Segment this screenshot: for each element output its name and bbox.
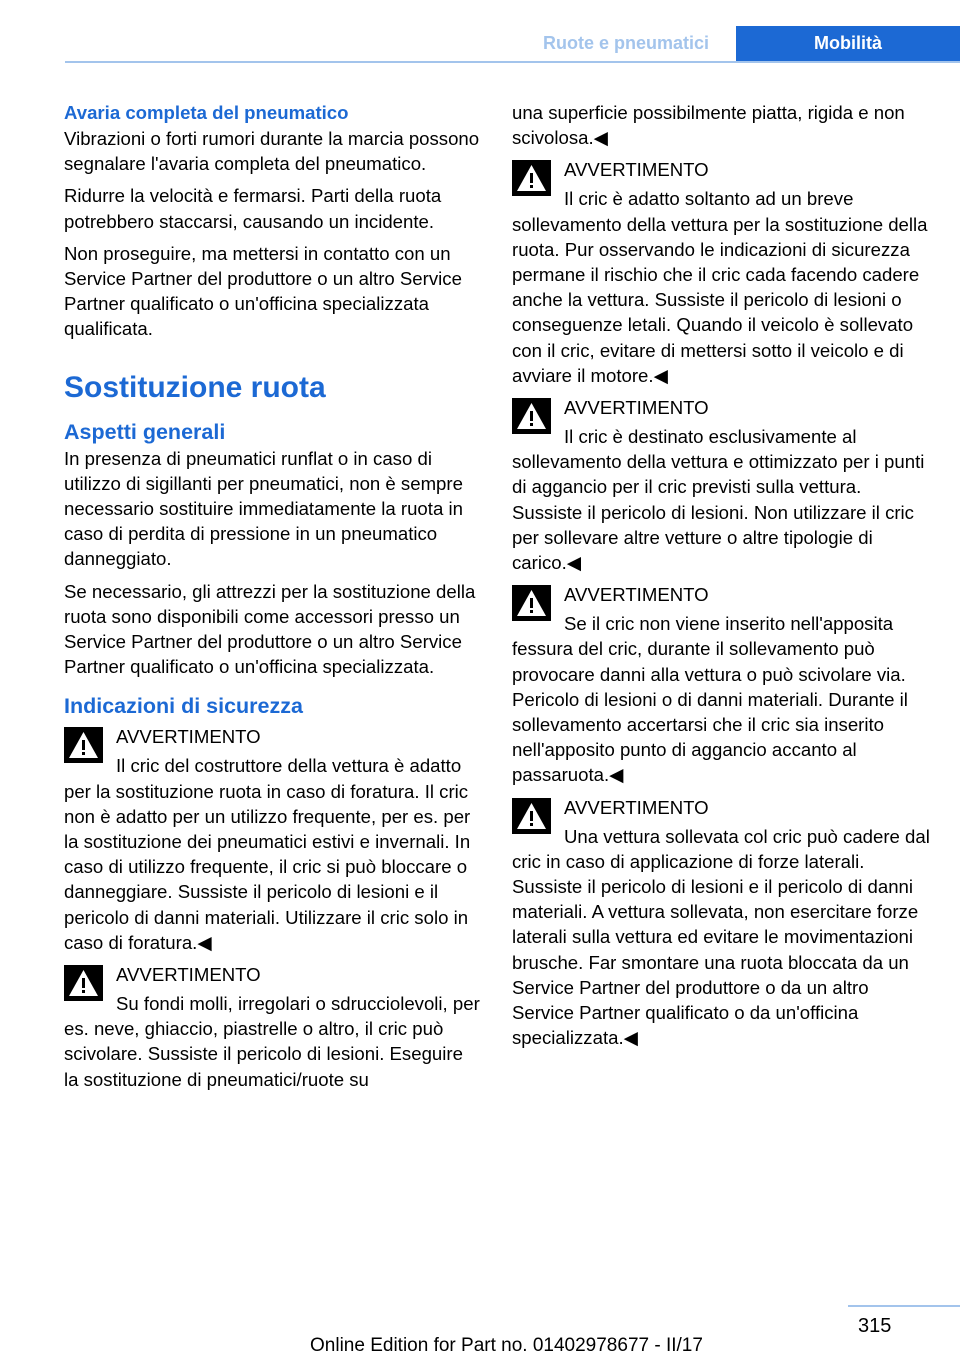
warning-text: Il cric è destinato esclusivamente al sollevamento della vettura e ottimizzato per i punti di aggancio per il cric previsti sulla vettura. Sussiste il pericolo di lesioni. Non utilizzare il cric per sollevare altre vetture o altre tipologie di carico.◀ <box>512 426 925 574</box>
tire-failure-paragraph-2: Ridurre la velocità e fermarsi. Parti della ruota potrebbero staccarsi, causando un incidente. <box>64 185 442 232</box>
warning-text: Il cric del costruttore della vettura è adatto per la sostituzione ruota in caso di foratura. Il cric non è adatto per un utilizzo frequente, per es. per la sostituzione dei pneumatici estivi e invernali. In caso di utilizzo frequente, il cric si può bloccare o danneggiare. Sussiste il pericolo di lesioni e il pericolo di danni materiali. Utilizzare il cric solo in caso di foratura.◀ <box>64 755 471 953</box>
warning-triangle-icon <box>512 798 551 834</box>
warning-title: AVVERTIMENTO <box>116 964 261 986</box>
header-section-tab: Ruote e pneumatici <box>516 26 736 61</box>
general-paragraph-2: Se necessario, gli attrezzi per la sostituzione della ruota sono disponibili come accessori presso un Service Partner del produttore o un altro Service Partner qualificato o un'officina specializzata. <box>64 580 476 678</box>
left-column <box>64 100 482 1099</box>
tire-failure-paragraph-3: Non proseguire, ma mettersi in contatto con un Service Partner del produttore o un altro Service Partner qualificato o un'officina specializzata qualificata. <box>64 242 462 340</box>
warning-title: AVVERTIMENTO <box>564 397 709 419</box>
warning-triangle-icon <box>512 160 551 196</box>
page-number-rule <box>848 1305 960 1307</box>
warning-block-1 <box>64 724 482 955</box>
warning-title: AVVERTIMENTO <box>564 159 709 181</box>
continued-paragraph: una superficie possibilmente piatta, rigida e non scivolosa.◀ <box>512 102 905 149</box>
warning-triangle-icon <box>512 585 551 621</box>
tire-failure-heading: Avaria completa del pneumatico <box>64 102 349 123</box>
warning-text: Una vettura sollevata col cric può cadere dal cric in caso di applicazione di forze laterali. Sussiste il pericolo di lesioni e il pericolo di danni materiali. A vettura sollevata, non esercitare forze laterali sulla vettura ed evitare le movimentazioni brusche. Far smontare una ruota bloccata da un Service Partner del produttore o da un altro Service Partner qualificato o da un'officina specializzata.◀ <box>512 825 930 1049</box>
warning-block-2 <box>64 962 482 1092</box>
right-column <box>512 100 930 1058</box>
section-title: Sostituzione ruota <box>64 370 326 404</box>
page-number: 315 <box>858 1315 892 1337</box>
header-rule <box>65 61 960 63</box>
warning-text: Se il cric non viene inserito nell'apposita fessura del cric, durante il sollevamento può provocare danni alla vettura o può scivolare via. Pericolo di lesioni o di danni materiali. Durante il sollevamento accertarsi che il cric sia inserito nell'apposito punto di aggancio accanto al passaruota.◀ <box>512 613 908 786</box>
tire-failure-paragraph-1: Vibrazioni o forti rumori durante la marcia possono segnalare l'avaria completa del pneumatico. <box>64 128 480 175</box>
warning-text: Il cric è adatto soltanto ad un breve sollevamento della vettura per la sostituzione della ruota. Pur osservando le indicazioni di sicurezza permane il rischio che il cric cada facendo cadere anche la vettura. Sussiste il pericolo di lesioni o conseguenze letali. Quando il veicolo è sollevato con il cric, evitare di mettersi sotto il veicolo e di avviare il motore.◀ <box>512 188 928 386</box>
safety-heading: Indicazioni di sicurezza <box>64 694 303 719</box>
warning-block-5 <box>512 582 930 787</box>
warning-block-3 <box>512 157 930 388</box>
warning-block-4 <box>512 395 930 575</box>
edition-footer: Online Edition for Part no. 01402978677 - II/17 <box>310 1335 703 1356</box>
general-heading: Aspetti generali <box>64 419 226 444</box>
warning-triangle-icon <box>512 398 551 434</box>
header-chapter-tab: Mobilità <box>736 26 960 61</box>
warning-title: AVVERTIMENTO <box>564 796 709 818</box>
warning-title: AVVERTIMENTO <box>564 584 709 606</box>
warning-triangle-icon <box>64 727 103 763</box>
warning-triangle-icon <box>64 965 103 1001</box>
warning-block-6 <box>512 795 930 1051</box>
general-paragraph-1: In presenza di pneumatici runflat o in caso di utilizzo di sigillanti per pneumatici, non è sempre necessario sostituire immediatamente la ruota in caso di perdita di pressione in un pneumatico danneggiato. <box>64 447 463 570</box>
warning-text: Su fondi molli, irregolari o sdrucciolevoli, per es. neve, ghiaccio, piastrelle o altro, il cric può scivolare. Sussiste il pericolo di lesioni. Eseguire la sostituzione di pneumatici/ruote su <box>64 993 480 1090</box>
warning-title: AVVERTIMENTO <box>116 726 261 748</box>
